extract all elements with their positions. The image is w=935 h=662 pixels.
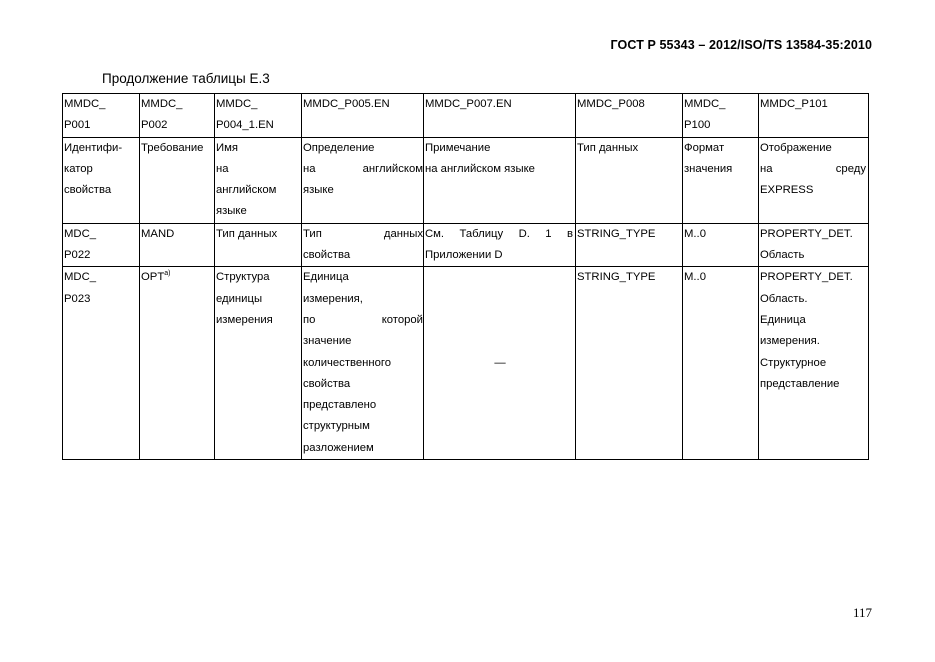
cell-code-p007: MMDC_P007.EN — [424, 94, 576, 138]
cell-p022-definition: Тип данных свойства — [302, 223, 424, 267]
cell-header-datatype: Тип данных — [576, 137, 683, 223]
table-row-p023 — [63, 267, 869, 460]
cell-p023-definition: Единица измерения, по которой значение количественного свойства представлено структурным разложением — [302, 267, 424, 460]
cell-p023-name: Структура единицы измерения — [215, 267, 302, 460]
cell-p022-requirement: MAND — [140, 223, 215, 267]
cell-p022-mapping: PROPERTY_DET. Область — [759, 223, 869, 267]
cell-header-format: Формат значения — [683, 137, 759, 223]
cell-p023-mapping: PROPERTY_DET. Область. Единица измерения. Структурное представление — [759, 267, 869, 460]
cell-header-name: Имя на английском языке — [215, 137, 302, 223]
cell-code-p005: MMDC_P005.EN — [302, 94, 424, 138]
cell-p023-datatype: STRING_TYPE — [576, 267, 683, 460]
cell-code-p008: MMDC_P008 — [576, 94, 683, 138]
cell-p022-note: См. Таблицу D. 1 в Приложении D — [424, 223, 576, 267]
cell-code-p002: MMDC_ P002 — [140, 94, 215, 138]
cell-p022-id: MDC_ P022 — [63, 223, 140, 267]
footnote-marker: a) — [164, 270, 171, 278]
cell-p023-format: M..0 — [683, 267, 759, 460]
cell-header-mapping: Отображение на среду EXPRESS — [759, 137, 869, 223]
cell-p022-name: Тип данных — [215, 223, 302, 267]
cell-p023-id: MDC_ P023 — [63, 267, 140, 460]
cell-header-identifier: Идентифи- катор свойства — [63, 137, 140, 223]
cell-header-definition: Определение на английском языке — [302, 137, 424, 223]
cell-p022-format: M..0 — [683, 223, 759, 267]
table-row-p022 — [63, 223, 869, 267]
cell-code-p100: MMDC_ P100 — [683, 94, 759, 138]
cell-header-requirement: Требование — [140, 137, 215, 223]
cell-code-p101: MMDC_P101 — [759, 94, 869, 138]
document-header: ГОСТ Р 55343 – 2012/ISO/TS 13584-35:2010 — [610, 38, 872, 52]
cell-p023-note: — — [424, 267, 576, 460]
cell-code-p001: MMDC_ P001 — [63, 94, 140, 138]
cell-p023-requirement: OPT$^{a)}$ — [140, 267, 215, 460]
table-caption: Продолжение таблицы Е.3 — [102, 71, 270, 86]
table-row-headers — [63, 137, 869, 223]
cell-p022-datatype: STRING_TYPE — [576, 223, 683, 267]
page-number: 117 — [852, 605, 872, 620]
cell-header-note: Примечание на английском языке — [424, 137, 576, 223]
table-row-codes — [63, 94, 869, 138]
cell-code-p004: MMDC_ P004_1.EN — [215, 94, 302, 138]
properties-table — [62, 93, 869, 460]
